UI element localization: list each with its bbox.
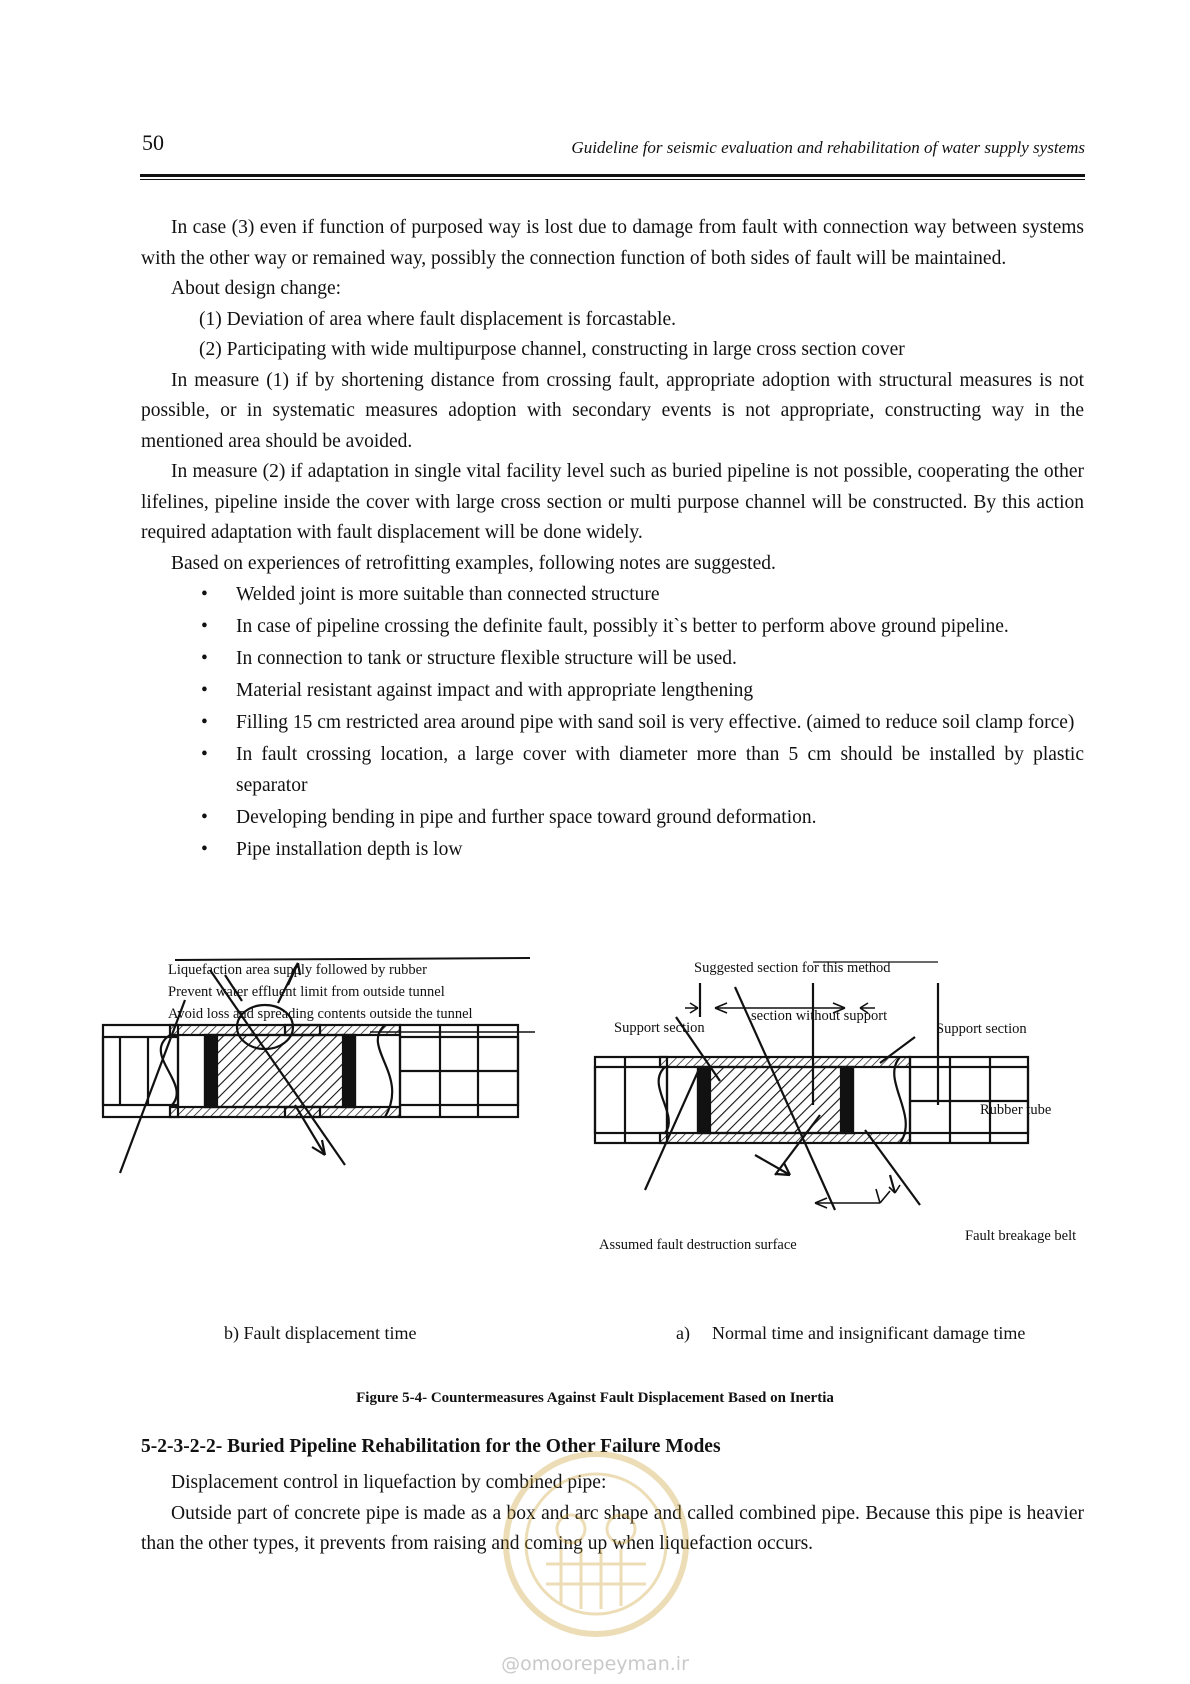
bullet-icon: • bbox=[201, 806, 208, 828]
paragraph: Outside part of concrete pipe is made as a box and arc shape and called combined pipe. Because this pipe is heavier than the other types, it prevents from raising and coming up when liquefaction occurs. bbox=[141, 1502, 1084, 1554]
list-item bbox=[141, 580, 1084, 611]
paragraph: Based on experiences of retrofitting examples, following notes are suggested. bbox=[171, 552, 776, 574]
paragraph: About design change: bbox=[171, 278, 342, 299]
list-item bbox=[141, 740, 1084, 801]
list-item-text: In case of pipeline crossing the definite fault, possibly it`s better to perform above ground pipeline. bbox=[236, 616, 1009, 637]
figure-label-suggested: Suggested section for this method bbox=[694, 960, 891, 976]
section-heading: 5-2-3-2-2- Buried Pipeline Rehabilitation for the Other Failure Modes bbox=[141, 1436, 721, 1457]
figure-label-breakage-belt: Fault breakage belt bbox=[965, 1228, 1077, 1244]
list-item bbox=[141, 803, 1084, 834]
list-item bbox=[141, 835, 1084, 866]
watermark-logo bbox=[486, 1434, 706, 1644]
list-item-text: Welded joint is more suitable than connected structure bbox=[236, 584, 660, 605]
bullet-icon: • bbox=[201, 680, 208, 701]
paragraph-item: (2) Participating with wide multipurpose channel, constructing in large cross section cover bbox=[199, 339, 905, 360]
figure-subcaption-a: Normal time and insignificant damage time bbox=[712, 1323, 1026, 1343]
watermark-site: @omoorepeyman.ir bbox=[501, 1653, 689, 1675]
figure-subcaption-b: b) Fault displacement time bbox=[224, 1323, 417, 1343]
bullet-icon: • bbox=[201, 584, 208, 605]
figure-note: Prevent water effluent limit from outside tunnel bbox=[168, 984, 445, 1000]
paragraph: Displacement control in liquefaction by combined pipe: bbox=[171, 1472, 607, 1493]
figure-label-support-left: Support section bbox=[614, 1020, 705, 1036]
list-item bbox=[141, 612, 1084, 643]
bullet-icon: • bbox=[201, 712, 208, 733]
figure-caption: Figure 5-4- Countermeasures Against Fault Displacement Based on Inertia bbox=[356, 1390, 834, 1406]
list-item bbox=[141, 676, 1084, 707]
list-item-text: In connection to tank or structure flexible structure will be used. bbox=[236, 648, 737, 669]
paragraph: In measure (2) if adaptation in single vital facility level such as buried pipeline is not possible, cooperating the other lifelines, pipeline inside the cover with large cross section or multi purpose channel will be constructed. By this action required adaptation with fault displacement will be done widely. bbox=[141, 461, 1084, 543]
bullet-icon: • bbox=[201, 838, 208, 860]
figure-label-rubber-tube: Rubber tube bbox=[980, 1102, 1052, 1118]
bullet-icon: • bbox=[201, 648, 208, 669]
bullet-icon: • bbox=[201, 616, 208, 637]
figure-note: Avoid loss and spreading contents outside the tunnel bbox=[168, 1006, 473, 1022]
list-item-text: Material resistant against impact and with appropriate lengthening bbox=[236, 680, 754, 701]
running-title: Guideline for seismic evaluation and rehabilitation of water supply systems bbox=[571, 138, 1085, 157]
figure-label-support-right: Support section bbox=[936, 1021, 1027, 1037]
right-diagram bbox=[595, 962, 1028, 1210]
figure-note: Liquefaction area supply followed by rubber bbox=[168, 962, 427, 978]
list-item-text: Developing bending in pipe and further space toward ground deformation. bbox=[236, 806, 817, 828]
body-text bbox=[141, 213, 1084, 867]
bullet-list bbox=[141, 580, 1084, 865]
list-item bbox=[141, 644, 1084, 675]
list-item bbox=[141, 708, 1084, 739]
paragraph-item: (1) Deviation of area where fault displacement is forcastable. bbox=[199, 308, 676, 330]
header-rule-thin bbox=[140, 179, 1085, 180]
figure-label-without-support: section without support bbox=[751, 1008, 888, 1024]
list-item-text: Filling 15 cm restricted area around pipe with sand soil is very effective. (aimed to reduce soil clamp force) bbox=[236, 712, 1075, 733]
header-rule bbox=[140, 174, 1085, 177]
paragraph: In measure (1) if by shortening distance from crossing fault, appropriate adoption with structural measures is not possible, or in systematic measures adoption with secondary events is not appropriate, constructing way in the mentioned area should be avoided. bbox=[141, 369, 1084, 452]
figure-drawing bbox=[100, 955, 1100, 1285]
bullet-icon: • bbox=[201, 744, 208, 765]
paragraph: In case (3) even if function of purposed way is lost due to damage from fault with connection way between systems with the other way or remained way, possibly the connection function of both sides of fault will be maintained. bbox=[141, 217, 1084, 269]
page-number: 50 bbox=[142, 130, 164, 155]
list-item-text: Pipe installation depth is low bbox=[236, 838, 463, 860]
list-item-text: In fault crossing location, a large cover with diameter more than 5 cm should be installed by plastic separator bbox=[236, 744, 1084, 796]
figure-subcaption-a-marker: a) bbox=[676, 1323, 690, 1343]
figure-label-assumed-surface: Assumed fault destruction surface bbox=[599, 1237, 797, 1253]
